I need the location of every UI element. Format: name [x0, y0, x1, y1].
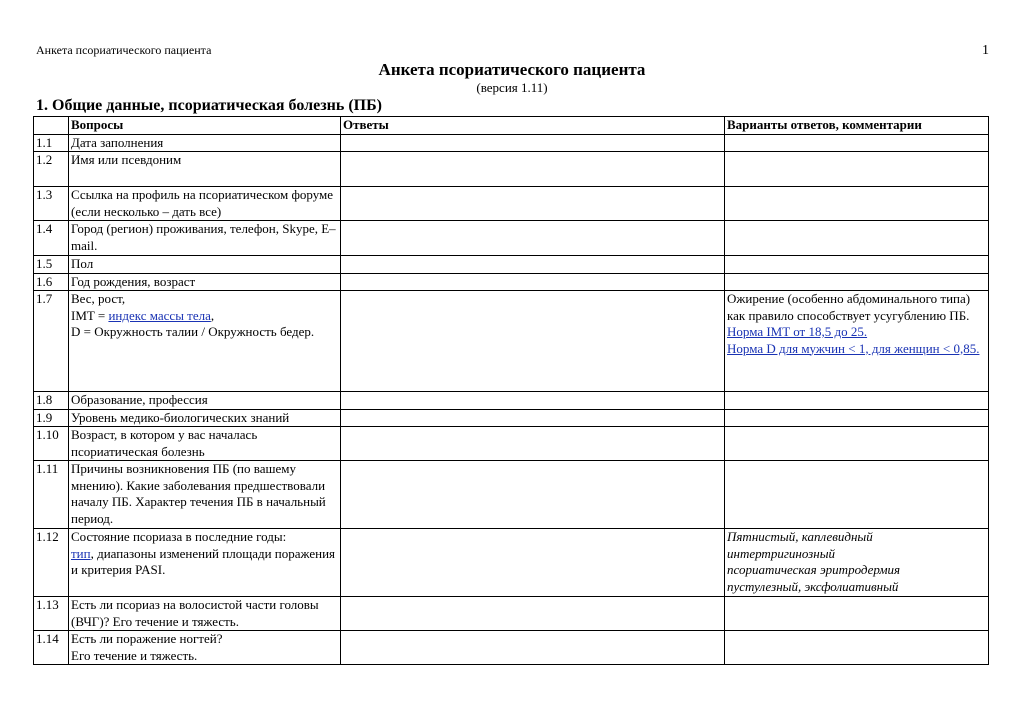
answer-cell[interactable]	[341, 529, 725, 597]
answer-cell[interactable]	[341, 152, 725, 187]
row-number: 1.4	[34, 221, 69, 256]
question-line: Его течение и тяжесть.	[71, 647, 198, 663]
table-row	[34, 529, 989, 597]
comment-cell	[725, 631, 989, 665]
question-cell: Уровень медико-биологических знаний	[69, 409, 341, 427]
psoriasis-type-option: Пятнистый, каплевидный	[727, 529, 873, 544]
row-number: 1.10	[34, 427, 69, 461]
row-number: 1.7	[34, 291, 69, 392]
question-cell	[69, 529, 341, 597]
comment-text: Ожирение (особенно абдоминального типа) как правило способствует усугублению ПБ.	[727, 291, 971, 323]
answer-cell[interactable]	[341, 134, 725, 152]
answer-cell[interactable]	[341, 187, 725, 221]
question-line: D = Окружность талии / Окружность бедер.	[71, 324, 315, 339]
row-number: 1.12	[34, 529, 69, 597]
imt-suffix: ,	[210, 307, 215, 323]
question-cell	[69, 631, 341, 665]
table-row	[34, 631, 989, 665]
questionnaire-table	[33, 116, 989, 665]
running-header: Анкета псориатического пациента	[36, 43, 212, 57]
row-number: 1.13	[34, 597, 69, 631]
answer-cell[interactable]	[341, 461, 725, 529]
question-cell: Ссылка на профиль на псориатическом форуме (если несколько – дать все)	[69, 187, 341, 221]
question-cell	[69, 291, 341, 392]
comment-cell	[725, 134, 989, 152]
comment-cell	[725, 461, 989, 529]
norm-imt-link[interactable]: Норма IMT от 18,5 до 25.	[727, 324, 868, 339]
table-row	[34, 256, 989, 274]
question-line: Состояние псориаза в последние годы:	[71, 529, 287, 544]
psoriasis-type-option: псориатическая эритродермия	[727, 562, 901, 577]
table-row	[34, 273, 989, 291]
header-number	[34, 117, 69, 135]
comment-cell	[725, 529, 989, 597]
question-cell: Образование, профессия	[69, 392, 341, 410]
psoriasis-type-option: интертригинозный	[727, 545, 835, 561]
imt-link[interactable]: индекс массы тела	[108, 307, 211, 323]
table-row	[34, 392, 989, 410]
answer-cell[interactable]	[341, 256, 725, 274]
row-number: 1.9	[34, 409, 69, 427]
table-header-row	[34, 117, 989, 135]
table-row	[34, 187, 989, 221]
comment-cell	[725, 392, 989, 410]
answer-cell[interactable]	[341, 273, 725, 291]
psoriasis-type-link[interactable]: тип	[71, 545, 91, 561]
question-line	[71, 308, 338, 325]
comment-cell	[725, 152, 989, 187]
table-row	[34, 597, 989, 631]
question-cell: Город (регион) проживания, телефон, Skype, E–mail.	[69, 221, 341, 256]
document-title: Анкета псориатического пациента	[378, 60, 646, 79]
answer-cell[interactable]	[341, 597, 725, 631]
comment-cell	[725, 221, 989, 256]
question-cell: Есть ли псориаз на волосистой части головы (ВЧГ)? Его течение и тяжесть.	[69, 597, 341, 631]
answer-cell[interactable]	[341, 392, 725, 410]
row-number: 1.8	[34, 392, 69, 410]
comment-cell	[725, 427, 989, 461]
question-cell: Возраст, в котором у вас началась псориатическая болезнь	[69, 427, 341, 461]
question-line: Есть ли поражение ногтей?	[71, 631, 223, 646]
psoriasis-type-option: пустулезный, эксфолиативный	[727, 578, 899, 594]
row-number: 1.3	[34, 187, 69, 221]
question-cell: Пол	[69, 256, 341, 274]
table-row	[34, 291, 989, 392]
row-number: 1.1	[34, 134, 69, 152]
comment-cell	[725, 187, 989, 221]
comment-cell	[725, 273, 989, 291]
header-comments: Варианты ответов, комментарии	[725, 117, 989, 135]
table-row	[34, 152, 989, 187]
comment-cell	[725, 409, 989, 427]
row-number: 1.5	[34, 256, 69, 274]
answer-cell[interactable]	[341, 221, 725, 256]
table-row	[34, 134, 989, 152]
table-row	[34, 427, 989, 461]
question-line	[71, 546, 335, 578]
table-row	[34, 221, 989, 256]
answer-cell[interactable]	[341, 409, 725, 427]
comment-cell	[725, 256, 989, 274]
page-number: 1	[982, 43, 989, 58]
answer-cell[interactable]	[341, 631, 725, 665]
header-answers: Ответы	[341, 117, 725, 135]
question-cell: Год рождения, возраст	[69, 273, 341, 291]
document-version: (версия 1.11)	[476, 80, 548, 95]
table-row	[34, 409, 989, 427]
question-rest: , диапазоны изменений площади поражения и критерия PASI.	[71, 545, 336, 577]
norm-d-link[interactable]: Норма D для мужчин < 1, для женщин < 0,85.	[727, 340, 980, 356]
row-number: 1.14	[34, 631, 69, 665]
row-number: 1.6	[34, 273, 69, 291]
question-cell: Дата заполнения	[69, 134, 341, 152]
section-title: 1. Общие данные, псориатическая болезнь (ПБ)	[36, 97, 382, 114]
answer-cell[interactable]	[341, 291, 725, 392]
table-row	[34, 461, 989, 529]
question-cell: Имя или псевдоним	[69, 152, 341, 187]
header-questions: Вопросы	[69, 117, 341, 135]
question-line: Вес, рост,	[71, 291, 126, 306]
comment-cell	[725, 597, 989, 631]
row-number: 1.11	[34, 461, 69, 529]
comment-cell	[725, 291, 989, 392]
question-cell: Причины возникновения ПБ (по вашему мнению). Какие заболевания предшествовали началу ПБ. Характер течения ПБ в начальный период.	[69, 461, 341, 529]
answer-cell[interactable]	[341, 427, 725, 461]
imt-prefix: IMT =	[71, 307, 109, 323]
row-number: 1.2	[34, 152, 69, 187]
